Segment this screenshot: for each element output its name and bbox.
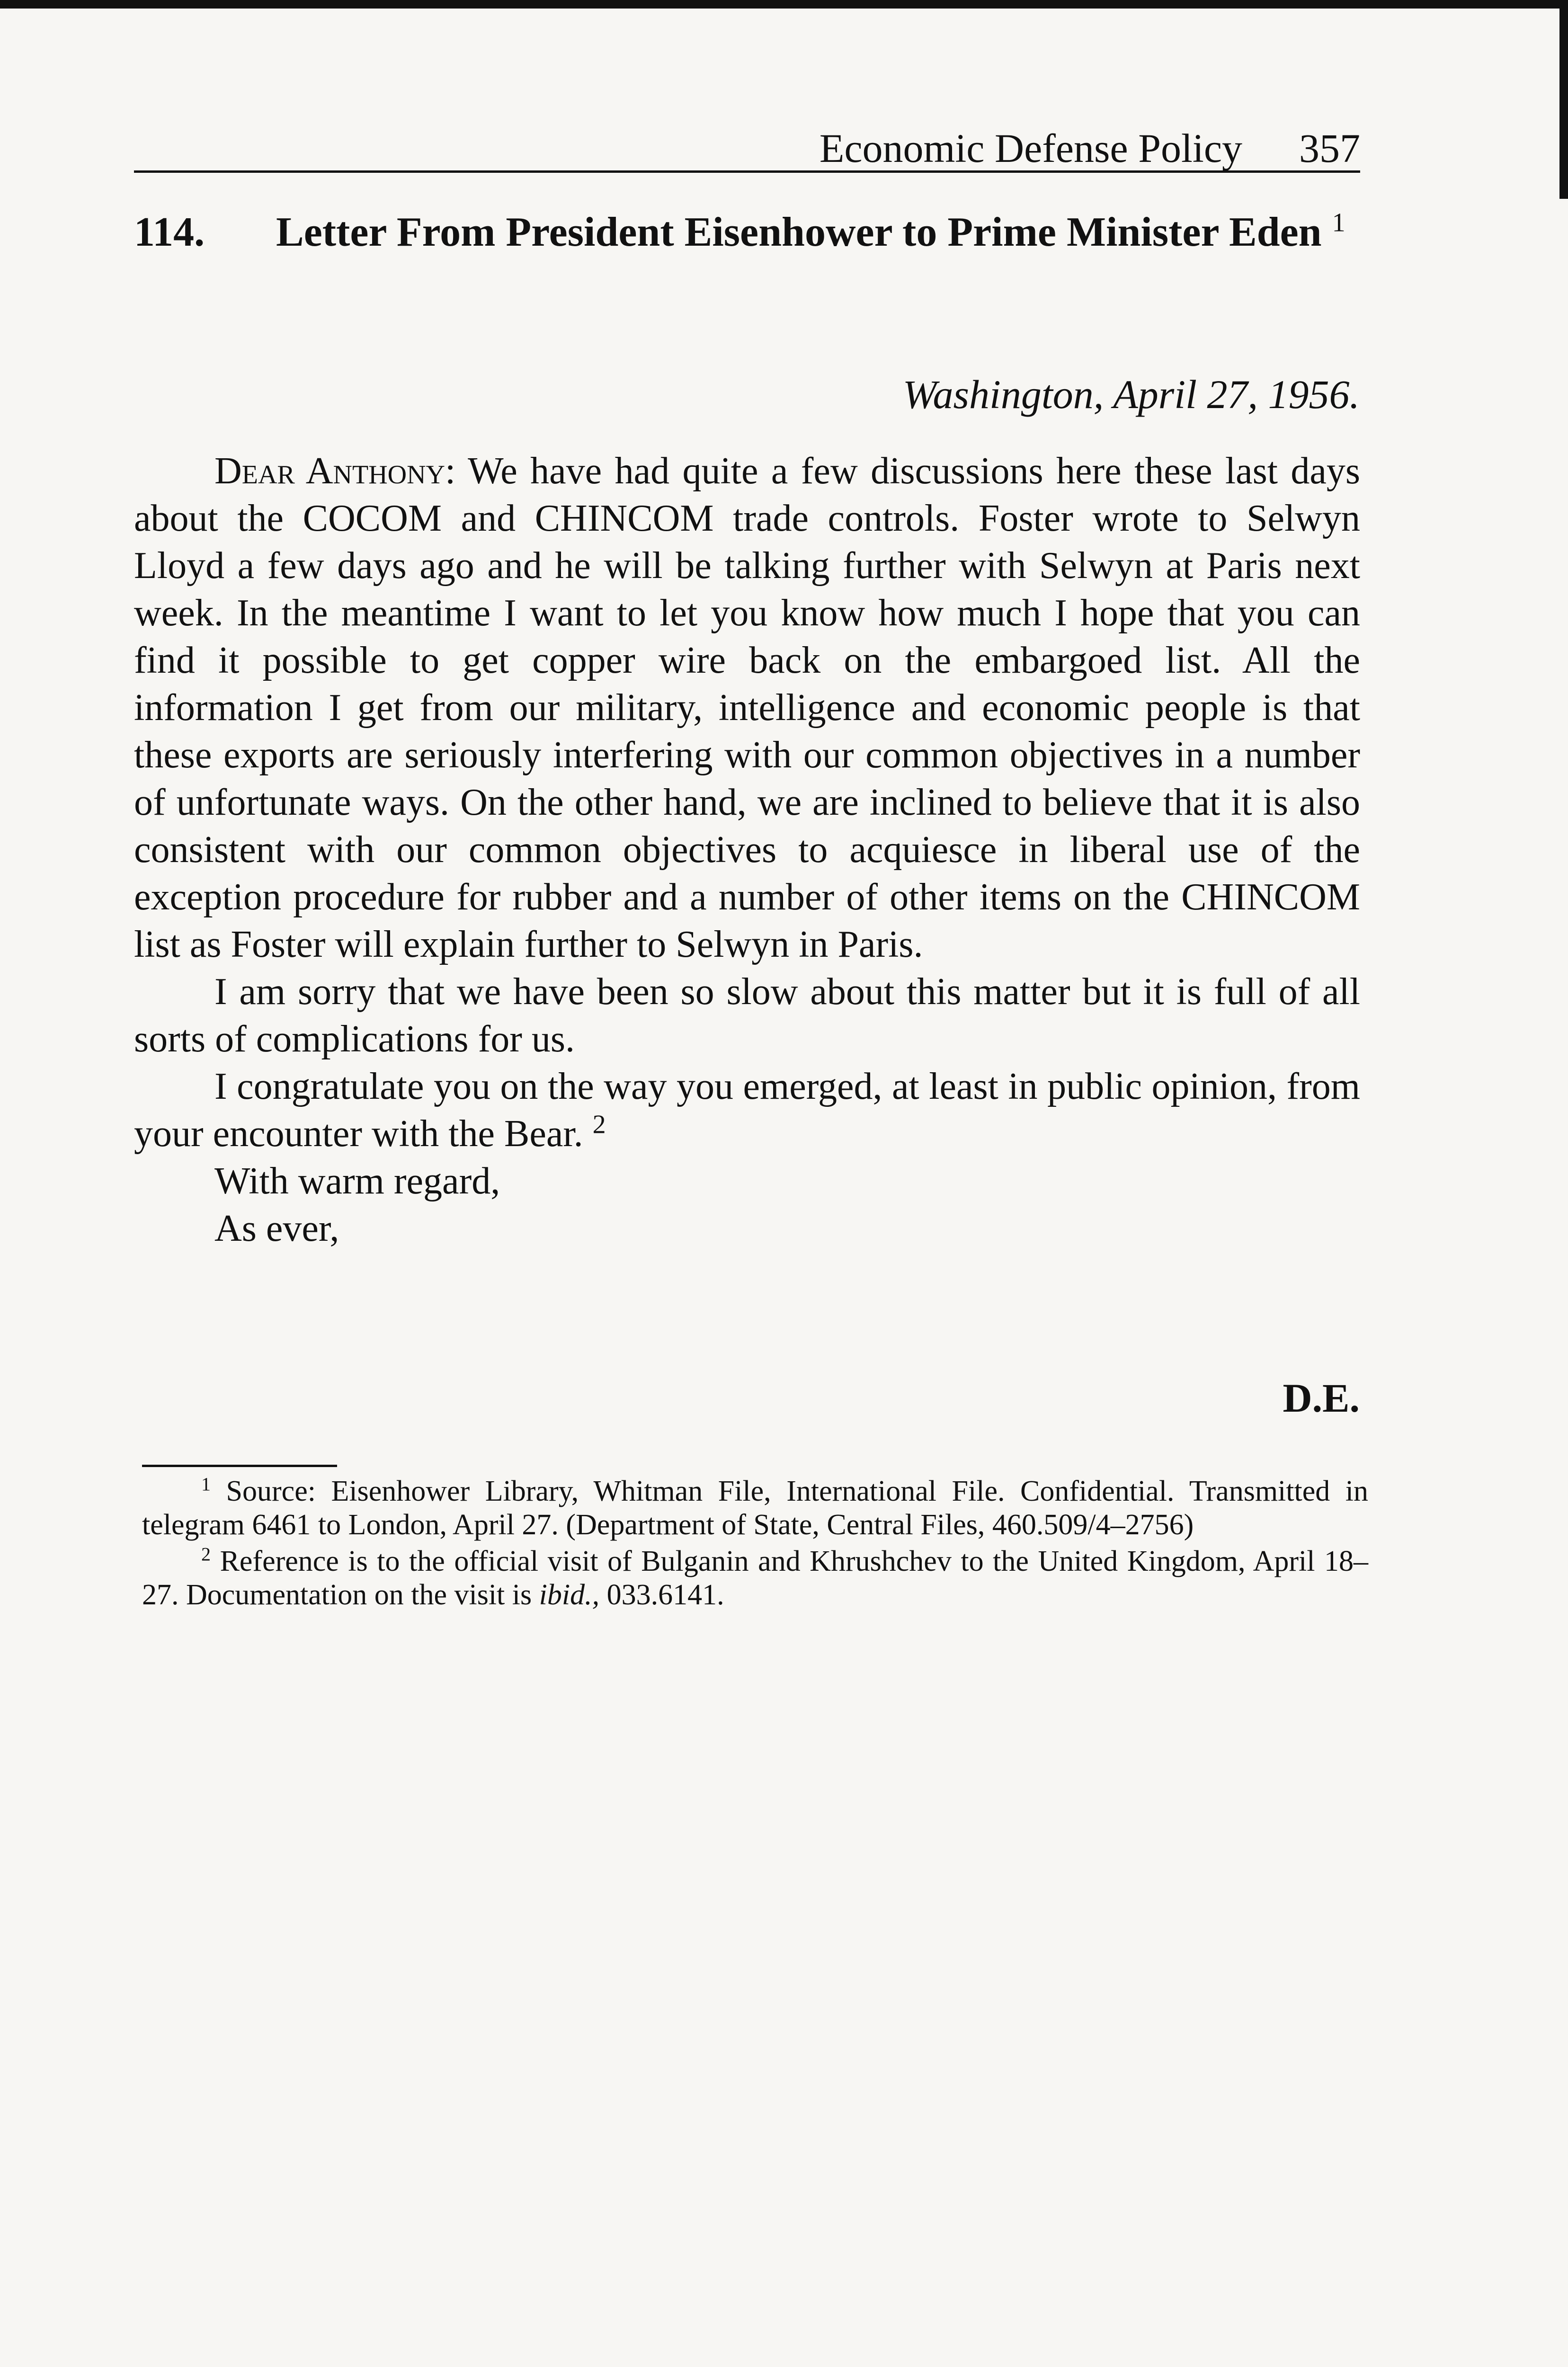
signature: D.E. xyxy=(1283,1375,1360,1421)
closing-as-ever: As ever, xyxy=(214,1208,339,1249)
paragraph-1 xyxy=(134,447,1360,968)
closing-regards: With warm regard, xyxy=(214,1160,500,1202)
paragraph-3-text: I congratulate you on the way you emerged, at least in public opinion, from your encounter with the Bear. xyxy=(134,1066,1360,1155)
document-title: Letter From President Eisenhower to Prime Minister Eden xyxy=(276,209,1322,255)
title-footnote-ref: 1 xyxy=(1332,208,1345,238)
document-title-block xyxy=(276,206,1365,259)
paragraph-2: I am sorry that we have been so slow about this matter but it is full of all sorts of complications for us. xyxy=(134,971,1360,1060)
letter-body xyxy=(134,447,1360,1252)
scan-top-border xyxy=(0,0,1568,9)
footnote-divider xyxy=(142,1465,337,1467)
page-number: 357 xyxy=(1299,125,1360,171)
dateline: Washington, April 27, 1956. xyxy=(902,372,1360,417)
document-number: 114. xyxy=(134,209,205,255)
scan-right-border xyxy=(1559,0,1568,199)
footnote-1-marker: 1 xyxy=(201,1473,211,1495)
paragraph-3 xyxy=(134,1063,1360,1157)
footnote-1-text: Source: Eisenhower Library, Whitman File, International File. Confidential. Transmitted in telegram 6461 to London, April 27. (Department of State, Central Files, 460.509/4–2756) xyxy=(142,1475,1369,1541)
footnote-2-text: Reference is to the official visit of Bulganin and Khrushchev to the United Kingdom, April 18–27. Documentation on the visit is xyxy=(142,1545,1369,1611)
salutation: Dear Anthony: xyxy=(214,450,456,492)
paragraph-1-text: We have had quite a few discussions here these last days about the COCOM and CHINCOM trade controls. Foster wrote to Selwyn Lloyd a few days ago and he will be talking further with Selwyn at Paris next week. In the meantime I want to let you know how much I hope that you can find it possible to get copper wire back on the embargoed list. All the information I get from our military, intelligence and economic people is that these exports are seriously interfering with our common objectives in a number of unfortunate ways. On the other hand, we are inclined to believe that it is also consistent with our common objectives to acquiesce in liberal use of the exception procedure for rubber and a number of other items on the CHINCOM list as Foster will explain further to Selwyn in Paris. xyxy=(134,450,1360,965)
running-head xyxy=(134,121,1360,173)
paragraph-3-footnote-ref: 2 xyxy=(592,1110,606,1139)
footnote-2-text-end: 033.6141. xyxy=(606,1579,724,1611)
footnote-2 xyxy=(142,1545,1368,1612)
footnote-1 xyxy=(142,1475,1368,1542)
running-head-section: Economic Defense Policy xyxy=(819,125,1242,171)
footnote-2-ibid: ibid., xyxy=(539,1579,600,1611)
footnotes xyxy=(142,1475,1368,1615)
footnote-2-marker: 2 xyxy=(201,1543,211,1565)
